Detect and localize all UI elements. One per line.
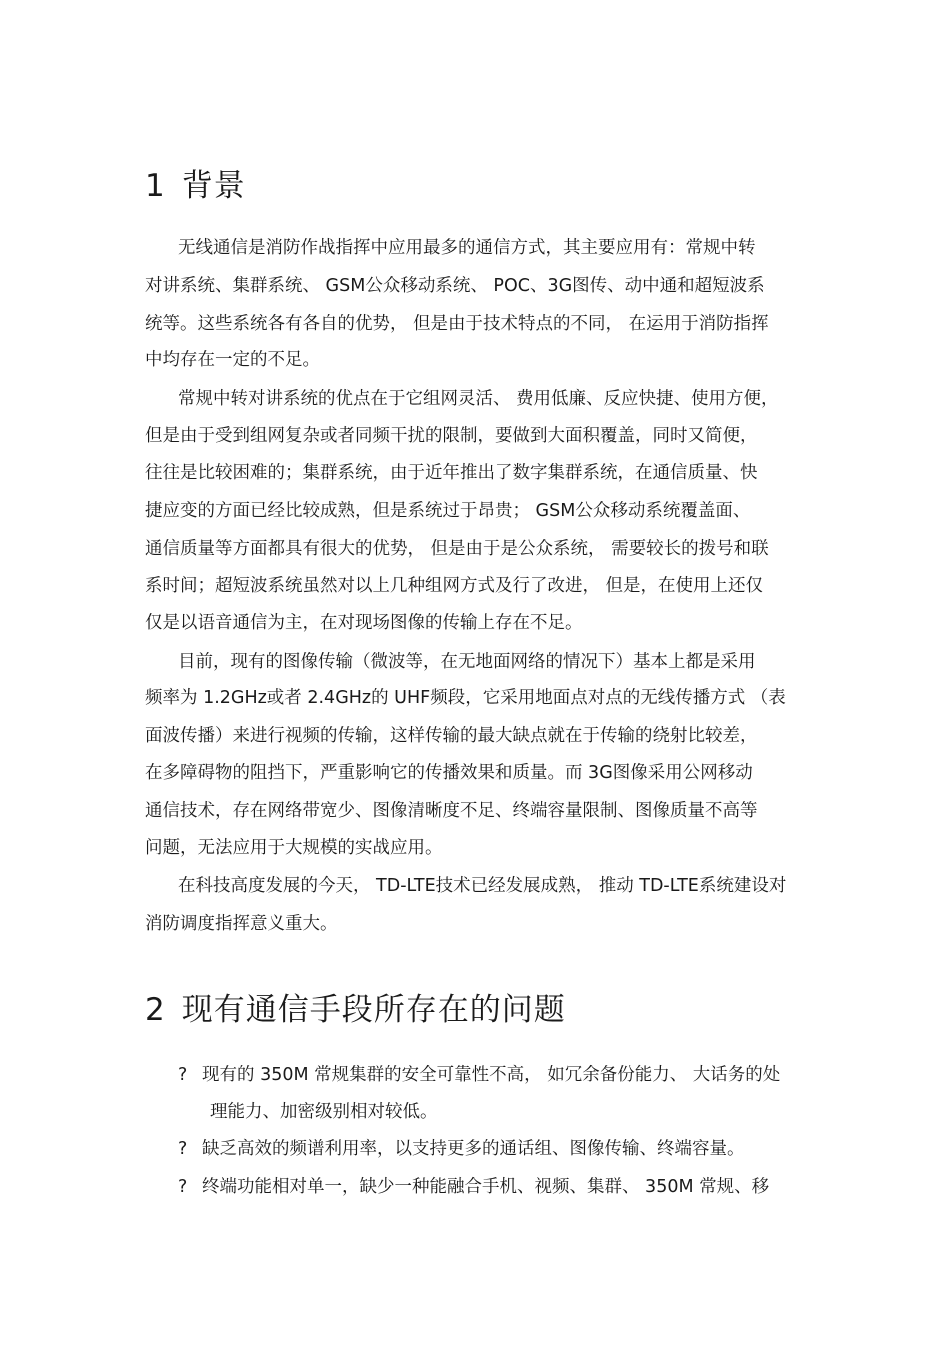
list-item-text: 现有的 350M 常规集群的安全可靠性不高， 如冗余备份能力、 大话务的处 <box>202 1065 781 1085</box>
list-item-text: 缺乏高效的频谱利用率，以支持更多的通话组、图像传输、终端容量。 <box>202 1139 745 1159</box>
list-item-text: 终端功能相对单一，缺少一种能融合手机、视频、集群、 350M 常规、移 <box>202 1177 770 1197</box>
paragraph-line: 通信质量等方面都具有很大的优势， 但是由于是公众系统， 需要较长的拨号和联 <box>145 539 769 559</box>
section-1-title: 背景 <box>181 168 246 204</box>
bullet-mark: ? <box>178 1177 188 1197</box>
paragraph-line: 往往是比较困难的；集群系统，由于近年推出了数字集群系统，在通信质量、快 <box>145 463 758 483</box>
paragraph-line: 系时间；超短波系统虽然对以上几种组网方式及行了改进， 但是，在使用上还仅 <box>145 576 764 596</box>
section-2-heading <box>145 984 566 1029</box>
paragraph-line: 中均存在一定的不足。 <box>145 350 320 370</box>
paragraph-line: 对讲系统、集群系统、 GSM公众移动系统、 POC、3G图传、动中通和超短波系 <box>145 276 765 296</box>
paragraph-line: 问题，无法应用于大规模的实战应用。 <box>145 838 443 858</box>
section-2-number: 2 <box>145 992 166 1028</box>
paragraph-line: 仅是以语音通信为主，在对现场图像的传输上存在不足。 <box>145 613 583 633</box>
paragraph-line: 消防调度指挥意义重大。 <box>145 914 338 934</box>
list-item-continuation: 理能力、加密级别相对较低。 <box>210 1102 438 1122</box>
paragraph-line: 但是由于受到组网复杂或者同频干扰的限制，要做到大面积覆盖，同时又简便， <box>145 426 758 446</box>
paragraph-line: 常规中转对讲系统的优点在于它组网灵活、 费用低廉、反应快捷、使用方便， <box>178 389 779 409</box>
list-item <box>178 1137 745 1161</box>
bullet-mark: ? <box>178 1065 188 1085</box>
list-item <box>178 1063 780 1087</box>
section-2-title: 现有通信手段所存在的问题 <box>181 992 566 1028</box>
bullet-mark: ? <box>178 1139 188 1159</box>
paragraph-line: 无线通信是消防作战指挥中应用最多的通信方式，其主要应用有：常规中转 <box>178 238 756 258</box>
paragraph-line: 面波传播）来进行视频的传输，这样传输的最大缺点就在于传输的绕射比较差， <box>145 726 758 746</box>
paragraph-line: 频率为 1.2GHz或者 2.4GHz的 UHF频段，它采用地面点对点的无线传播方式 （表 <box>145 688 786 708</box>
section-1-heading <box>145 160 246 205</box>
paragraph-line: 在多障碍物的阻挡下，严重影响它的传播效果和质量。而 3G图像采用公网移动 <box>145 763 753 783</box>
paragraph-line: 捷应变的方面已经比较成熟，但是系统过于昂贵； GSM公众移动系统覆盖面、 <box>145 501 751 521</box>
paragraph-line: 目前，现有的图像传输（微波等，在无地面网络的情况下）基本上都是采用 <box>178 652 756 672</box>
section-1-number: 1 <box>145 168 166 204</box>
paragraph-line: 通信技术，存在网络带宽少、图像清晰度不足、终端容量限制、图像质量不高等 <box>145 801 758 821</box>
paragraph-line: 在科技高度发展的今天， TD-LTE技术已经发展成熟， 推动 TD-LTE系统建设对 <box>178 876 787 896</box>
list-item <box>178 1175 769 1199</box>
paragraph-line: 统等。这些系统各有各自的优势， 但是由于技术特点的不同， 在运用于消防指挥 <box>145 314 769 334</box>
